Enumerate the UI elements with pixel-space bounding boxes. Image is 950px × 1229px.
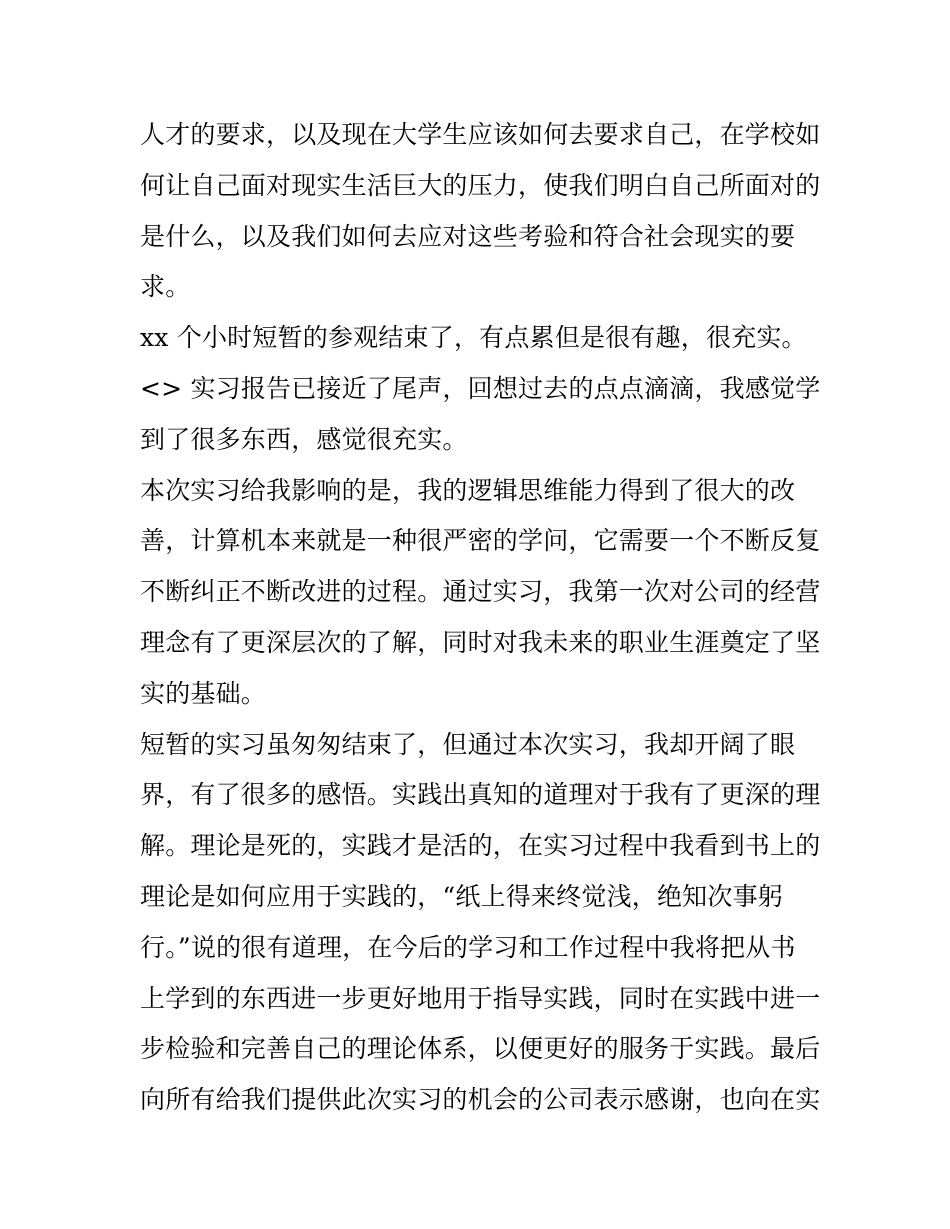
text-line: 求。: [140, 272, 191, 302]
text-line: 步检验和完善自己的理论体系，以便更好的服务于实践。最后: [140, 1034, 821, 1064]
text-line: 理论是如何应用于实践的，“纸上得来终觉浅，绝知次事躬: [140, 881, 783, 911]
text-line: 人才的要求，以及现在大学生应该如何去要求自己，在学校如: [140, 120, 821, 149]
text-line: <> 实习报告已接近了尾声，回想过去的点点滴滴，我感觉学: [140, 373, 821, 403]
text-line: 何让自己面对现实生活巨大的压力，使我们明白自己所面对的: [140, 170, 821, 200]
text-line: 向所有给我们提供此次实习的机会的公司表示感谢，也向在实: [140, 1085, 821, 1115]
text-line: 是什么，以及我们如何去应对这些考验和符合社会现实的要: [140, 221, 796, 251]
text-line: 解。理论是死的，实践才是活的，在实习过程中我看到书上的: [140, 831, 821, 861]
text-line: 善，计算机本来就是一种很严密的学问，它需要一个不断反复: [140, 526, 821, 556]
document-body: [140, 110, 820, 1126]
text-line: 实的基础。: [140, 678, 267, 708]
text-line: 行。”说的很有道理，在今后的学习和工作过程中我将把从书: [140, 932, 796, 962]
text-line: 到了很多东西，感觉很充实。: [140, 424, 468, 454]
text-line: 理念有了更深层次的了解，同时对我未来的职业生涯奠定了坚: [140, 627, 821, 657]
text-line: 上学到的东西进一步更好地用于指导实践，同时在实践中进一: [140, 983, 821, 1013]
text-line: 界，有了很多的感悟。实践出真知的道理对于我有了更深的理: [140, 780, 821, 810]
text-line: 不断纠正不断改进的过程。通过实习，我第一次对公司的经营: [140, 577, 821, 607]
text-line: xx 个小时短暂的参观结束了，有点累但是很有趣，很充实。: [140, 323, 807, 353]
text-line: 短暂的实习虽匆匆结束了，但通过本次实习，我却开阔了眼: [140, 729, 796, 759]
text-line: 本次实习给我影响的是，我的逻辑思维能力得到了很大的改: [140, 475, 796, 505]
